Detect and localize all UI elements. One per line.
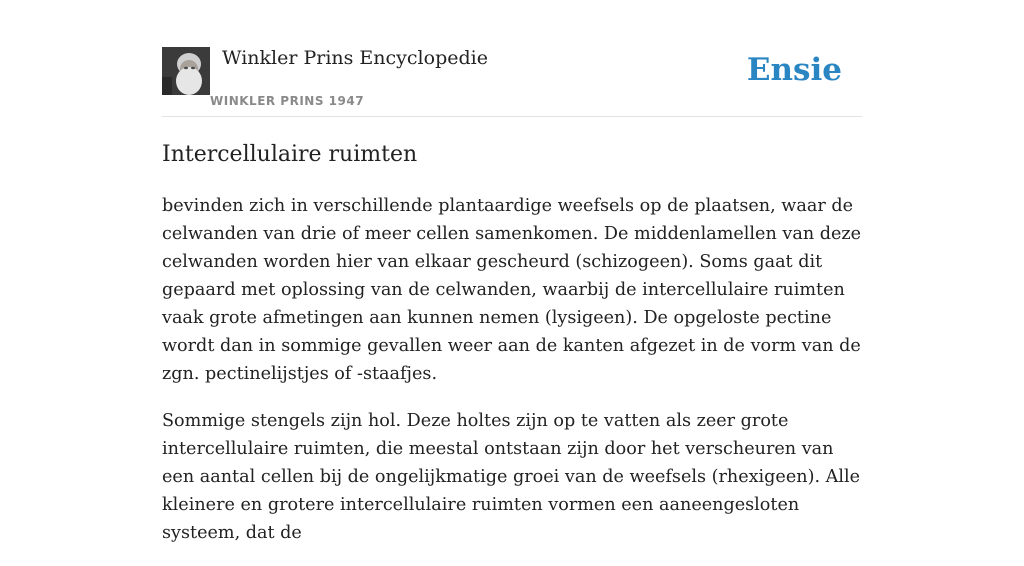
portrait-avatar[interactable] [162,47,210,95]
ensie-logo[interactable]: Ensie [746,52,842,88]
article-paragraph: bevinden zich in verschillende plantaardige weefsels op de plaatsen, waar de celwanden van drie of meer cellen samenkomen. De middenlamellen van deze celwanden worden hier van elkaar gescheurd (schizogeen). Soms gaat dit gepaard met oplossing van de celwanden, waarbij de intercellulaire ruimten vaak grote afmetingen aan kunnen nemen (lysigeen). De opgeloste pectine wordt dan in sommige gevallen weer aan de kanten afgezet in de vorm van de zgn. pectinelijstjes of -staafjes. [162,196,862,384]
source-title[interactable]: Winkler Prins Encyclopedie [222,47,488,69]
article-title: Intercellulaire ruimten [162,142,418,167]
article-body [162,192,862,566]
source-header [162,46,862,117]
article-paragraph: Sommige stengels zijn hol. Deze holtes zijn op te vatten als zeer grote intercellulaire ruimten, die meestal ontstaan zijn door het verscheuren van een aantal cellen bij de ongelijkmatige groei van de weefsels (rhexigeen). Alle kleinere en grotere intercellulaire ruimten vormen een aaneengesloten systeem, dat de [162,411,861,543]
portrait-avatar-image [162,47,210,95]
source-subtitle[interactable]: WINKLER PRINS 1947 [210,94,365,108]
